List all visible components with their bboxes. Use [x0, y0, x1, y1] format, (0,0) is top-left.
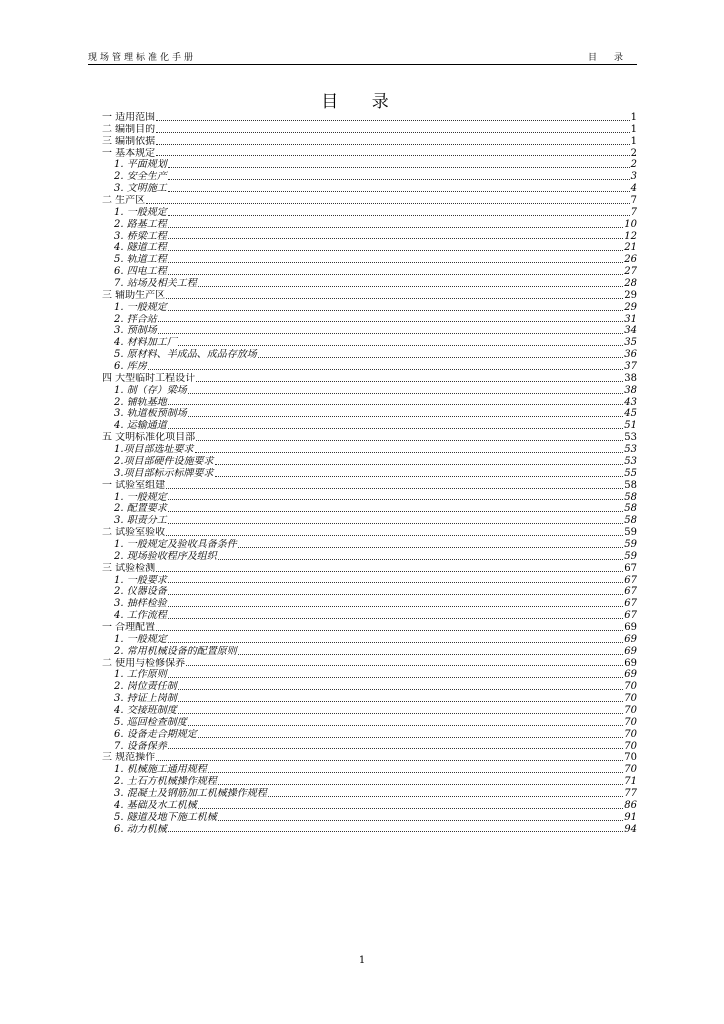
dot-leader	[156, 119, 629, 121]
toc-entry-label: 1. 一般规定及验收具备条件	[114, 538, 237, 550]
toc-entry-page-number: 69	[624, 645, 637, 657]
toc-entry-page-number: 31	[624, 313, 637, 325]
toc-entry-label: 3. 轨道板预制场	[114, 408, 187, 420]
dot-leader	[238, 546, 624, 548]
toc-entry-label: 一 适用范围	[102, 112, 156, 123]
toc-subentry[interactable]	[102, 729, 637, 741]
toc-entry-label: 1. 机械施工通用规程	[114, 764, 207, 776]
toc-entry-label: 2. 安全生产	[114, 171, 167, 183]
toc-entry[interactable]	[102, 480, 637, 492]
dot-leader	[168, 676, 624, 678]
toc-entry-label: 6. 库房	[114, 361, 147, 373]
toc-entry-label: 2. 岗位责任制	[114, 681, 177, 693]
toc-entry-page-number: 7	[630, 206, 637, 218]
toc-subentry[interactable]	[102, 266, 637, 278]
toc-subentry[interactable]	[102, 231, 637, 243]
dot-leader	[188, 724, 624, 726]
toc-subentry[interactable]	[102, 586, 637, 598]
toc-subentry[interactable]	[102, 669, 637, 681]
toc-entry-label: 2. 常用机械设备的配置原则	[114, 645, 237, 657]
toc-entry-page-number: 70	[624, 704, 637, 716]
toc-entry-label: 4. 交接班制度	[114, 704, 177, 716]
toc-entry-page-number: 53	[624, 455, 637, 467]
toc-entry-page-number: 67	[624, 562, 637, 574]
toc-entry-label: 1. 一般规定	[114, 301, 167, 313]
toc-entry-label: 5. 隧道及地下施工机械	[114, 811, 217, 823]
toc-entry-page-number: 7	[630, 195, 637, 207]
toc-entry-label: 1. 制（存）梁场	[114, 384, 187, 396]
toc-subentry[interactable]	[102, 254, 637, 266]
toc-entry-label: 2. 现场验收程序及组织	[114, 550, 217, 562]
toc-entry-page-number: 1	[630, 135, 637, 147]
toc-entry-label: 一 合理配置	[102, 621, 156, 633]
toc-subentry[interactable]	[102, 788, 637, 800]
toc-entry-page-number: 3	[630, 171, 637, 183]
toc-entry[interactable]	[102, 124, 637, 136]
toc-entry-page-number: 59	[624, 527, 637, 539]
toc-entry-page-number: 59	[624, 538, 637, 550]
toc-entry-page-number: 58	[624, 503, 637, 515]
toc-entry-page-number: 53	[624, 432, 637, 444]
toc-entry-label: 三 辅助生产区	[102, 289, 166, 301]
toc-entry-page-number: 1	[630, 123, 637, 135]
toc-entry-label: 6. 设备走合期规定	[114, 728, 197, 740]
toc-entry-label: 2. 路基工程	[114, 218, 167, 230]
toc-entry-label: 2. 仪器设备	[114, 586, 167, 598]
table-of-contents	[102, 112, 637, 835]
running-header	[88, 50, 640, 65]
toc-entry-label: 3. 持证上岗制	[114, 693, 177, 705]
dot-leader	[178, 700, 624, 702]
dot-leader	[168, 178, 630, 180]
dot-leader	[268, 795, 624, 797]
dot-leader	[218, 819, 624, 821]
dot-leader	[158, 332, 624, 334]
dot-leader	[146, 202, 629, 204]
toc-entry-page-number: 70	[624, 681, 637, 693]
toc-entry[interactable]	[102, 290, 637, 302]
toc-entry-label: 2. 配置要求	[114, 503, 167, 515]
page-number: 1	[358, 955, 366, 966]
dot-leader	[168, 605, 624, 607]
page-title: 目 录	[321, 92, 403, 112]
dot-leader	[156, 131, 629, 133]
toc-entry-page-number: 28	[624, 278, 637, 290]
toc-entry-page-number: 38	[624, 372, 637, 384]
toc-entry-page-number: 58	[624, 479, 637, 491]
toc-subentry[interactable]	[102, 539, 637, 551]
dot-leader	[215, 463, 624, 465]
toc-subentry[interactable]	[102, 776, 637, 788]
toc-entry-label: 二 试验室验收	[102, 527, 166, 539]
toc-entry-page-number: 59	[624, 550, 637, 562]
toc-entry-page-number: 67	[624, 598, 637, 610]
dot-leader	[168, 498, 624, 500]
dot-leader	[156, 629, 623, 631]
toc-entry-page-number: 34	[624, 325, 637, 337]
toc-entry-label: 5. 原材料、半成品、成品存放场	[114, 349, 257, 361]
dot-leader	[208, 771, 624, 773]
toc-subentry[interactable]	[102, 575, 637, 587]
dot-leader	[168, 427, 624, 429]
dot-leader	[158, 320, 624, 322]
toc-entry-page-number: 58	[624, 515, 637, 527]
dot-leader	[168, 617, 624, 619]
toc-entry-label: 1.项目部选址要求	[114, 444, 194, 456]
dot-leader	[188, 392, 624, 394]
toc-subentry[interactable]	[102, 598, 637, 610]
dot-leader	[148, 368, 624, 370]
toc-subentry[interactable]	[102, 408, 637, 420]
toc-entry-page-number: 43	[624, 396, 637, 408]
dot-leader	[196, 380, 623, 382]
toc-entry-label: 7. 站场及相关工程	[114, 278, 197, 290]
toc-entry[interactable]	[102, 658, 637, 670]
toc-entry-label: 3. 职责分工	[114, 515, 167, 527]
toc-entry-page-number: 70	[624, 740, 637, 752]
toc-subentry[interactable]	[102, 515, 637, 527]
dot-leader	[218, 558, 624, 560]
toc-entry-label: 2.项目部硬件设施要求	[114, 455, 214, 467]
toc-entry-label: 3. 预制场	[114, 325, 157, 337]
toc-entry-label: 5. 巡回检查制度	[114, 716, 187, 728]
toc-entry-label: 三 试验检测	[102, 562, 156, 574]
toc-subentry[interactable]	[102, 278, 637, 290]
toc-subentry[interactable]	[102, 159, 637, 171]
toc-entry-page-number: 29	[624, 301, 637, 313]
toc-subentry[interactable]	[102, 219, 637, 231]
toc-entry-page-number: 55	[624, 467, 637, 479]
toc-entry-page-number: 70	[624, 764, 637, 776]
toc-entry-label: 1. 一般规定	[114, 206, 167, 218]
dot-leader	[168, 830, 624, 832]
dot-leader	[166, 487, 623, 489]
toc-entry-label: 4. 运输通道	[114, 420, 167, 432]
toc-subentry[interactable]	[102, 337, 637, 349]
toc-subentry[interactable]	[102, 349, 637, 361]
header-manual-title: 现场管理标准化手册	[88, 53, 197, 63]
dot-leader	[215, 475, 624, 477]
toc-entry-label: 五 文明标准化项目部	[102, 432, 196, 444]
toc-subentry[interactable]	[102, 444, 637, 456]
toc-entry-label: 3. 桥梁工程	[114, 230, 167, 242]
dot-leader	[238, 653, 624, 655]
toc-subentry[interactable]	[102, 634, 637, 646]
toc-entry-page-number: 21	[624, 242, 637, 254]
toc-entry-page-number: 70	[624, 693, 637, 705]
toc-entry-page-number: 91	[624, 811, 637, 823]
toc-subentry[interactable]	[102, 171, 637, 183]
toc-subentry[interactable]	[102, 397, 637, 409]
dot-leader	[188, 415, 624, 417]
toc-subentry[interactable]	[102, 302, 637, 314]
toc-entry-label: 1. 一般要求	[114, 574, 167, 586]
dot-leader	[168, 510, 624, 512]
dot-leader	[168, 261, 624, 263]
toc-subentry[interactable]	[102, 551, 637, 563]
dot-leader	[168, 593, 624, 595]
toc-entry-page-number: 2	[630, 147, 637, 159]
dot-leader	[198, 736, 624, 738]
toc-entry-label: 二 使用与检修保养	[102, 657, 186, 669]
toc-entry-label: 一 试验室组建	[102, 479, 166, 491]
toc-subentry[interactable]	[102, 468, 637, 480]
toc-entry-page-number: 10	[624, 218, 637, 230]
toc-entry-page-number: 69	[624, 669, 637, 681]
toc-entry[interactable]	[102, 432, 637, 444]
toc-entry-label: 3. 混凝土及钢筋加工机械操作规程	[114, 787, 267, 799]
dot-leader	[168, 214, 630, 216]
toc-entry-label: 2. 铺轨基地	[114, 396, 167, 408]
toc-entry-label: 2. 拌合站	[114, 313, 157, 325]
toc-entry-page-number: 37	[624, 361, 637, 373]
toc-entry-page-number: 45	[624, 408, 637, 420]
toc-entry-label: 5. 轨道工程	[114, 254, 167, 266]
dot-leader	[168, 522, 624, 524]
toc-entry[interactable]	[102, 136, 637, 148]
toc-subentry[interactable]	[102, 646, 637, 658]
toc-entry-page-number: 4	[630, 183, 637, 195]
dot-leader	[258, 356, 624, 358]
toc-subentry[interactable]	[102, 385, 637, 397]
toc-entry-label: 4. 材料加工厂	[114, 337, 177, 349]
toc-entry-page-number: 1	[630, 112, 637, 123]
toc-entry-page-number: 77	[624, 787, 637, 799]
dot-leader	[168, 190, 630, 192]
dot-leader	[195, 451, 624, 453]
toc-subentry[interactable]	[102, 800, 637, 812]
dot-leader	[196, 439, 623, 441]
toc-entry-label: 2. 土石方机械操作规程	[114, 776, 217, 788]
toc-entry-label: 1. 一般规定	[114, 633, 167, 645]
toc-subentry[interactable]	[102, 314, 637, 326]
toc-entry-page-number: 70	[624, 752, 637, 764]
toc-entry-page-number: 38	[624, 384, 637, 396]
dot-leader	[178, 344, 624, 346]
dot-leader	[168, 166, 630, 168]
toc-subentry[interactable]	[102, 824, 637, 836]
dot-leader	[166, 534, 623, 536]
toc-subentry[interactable]	[102, 503, 637, 515]
toc-entry-label: 4. 隧道工程	[114, 242, 167, 254]
toc-entry-page-number: 53	[624, 444, 637, 456]
dot-leader	[178, 688, 624, 690]
toc-entry-page-number: 86	[624, 799, 637, 811]
toc-subentry[interactable]	[102, 693, 637, 705]
toc-entry-label: 3. 抽样检验	[114, 598, 167, 610]
dot-leader	[186, 664, 623, 666]
toc-entry-label: 四 大型临时工程设计	[102, 372, 196, 384]
dot-leader	[168, 237, 624, 239]
toc-subentry[interactable]	[102, 492, 637, 504]
toc-entry[interactable]	[102, 148, 637, 160]
header-section-title: 目录	[587, 53, 640, 63]
dot-leader	[198, 285, 624, 287]
toc-entry-label: 4. 基础及水工机械	[114, 799, 197, 811]
toc-entry-page-number: 29	[624, 289, 637, 301]
toc-subentry[interactable]	[102, 681, 637, 693]
dot-leader	[168, 273, 624, 275]
toc-entry-label: 1. 工作原则	[114, 669, 167, 681]
toc-entry-label: 6. 动力机械	[114, 823, 167, 835]
toc-entry-page-number: 2	[630, 159, 637, 171]
toc-entry-page-number: 67	[624, 574, 637, 586]
toc-entry-page-number: 67	[624, 610, 637, 622]
toc-entry[interactable]	[102, 563, 637, 575]
dot-leader	[168, 226, 624, 228]
dot-leader	[178, 712, 624, 714]
toc-subentry[interactable]	[102, 717, 637, 729]
toc-entry-page-number: 36	[624, 349, 637, 361]
toc-entry-label: 4. 工作流程	[114, 610, 167, 622]
toc-subentry[interactable]	[102, 741, 637, 753]
toc-entry-page-number: 27	[624, 266, 637, 278]
toc-entry-page-number: 71	[624, 776, 637, 788]
toc-entry-page-number: 58	[624, 491, 637, 503]
toc-subentry[interactable]	[102, 705, 637, 717]
toc-subentry[interactable]	[102, 361, 637, 373]
dot-leader	[166, 297, 623, 299]
toc-subentry[interactable]	[102, 420, 637, 432]
toc-entry-page-number: 69	[624, 621, 637, 633]
toc-subentry[interactable]	[102, 242, 637, 254]
dot-leader	[156, 143, 629, 145]
toc-entry-page-number: 51	[624, 420, 637, 432]
toc-entry[interactable]	[102, 195, 637, 207]
dot-leader	[168, 747, 624, 749]
dot-leader	[168, 581, 624, 583]
toc-entry-page-number: 69	[624, 657, 637, 669]
dot-leader	[168, 641, 624, 643]
toc-entry[interactable]	[102, 112, 637, 124]
toc-entry-label: 3. 文明施工	[114, 183, 167, 195]
toc-entry[interactable]	[102, 752, 637, 764]
toc-entry-label: 三 编制依据	[102, 135, 156, 147]
toc-subentry[interactable]	[102, 207, 637, 219]
toc-subentry[interactable]	[102, 764, 637, 776]
toc-subentry[interactable]	[102, 183, 637, 195]
dot-leader	[156, 759, 623, 761]
toc-entry-label: 二 生产区	[102, 195, 146, 207]
toc-entry-label: 3.项目部标示标牌要求	[114, 467, 214, 479]
dot-leader	[168, 309, 624, 311]
toc-entry-page-number: 69	[624, 633, 637, 645]
toc-entry-label: 三 规范操作	[102, 752, 156, 764]
dot-leader	[156, 154, 629, 156]
toc-entry-label: 1. 一般规定	[114, 491, 167, 503]
toc-entry-page-number: 70	[624, 728, 637, 740]
toc-entry[interactable]	[102, 527, 637, 539]
toc-entry[interactable]	[102, 373, 637, 385]
toc-entry-label: 6. 四电工程	[114, 266, 167, 278]
toc-entry-page-number: 67	[624, 586, 637, 598]
dot-leader	[198, 807, 624, 809]
toc-entry[interactable]	[102, 622, 637, 634]
toc-subentry[interactable]	[102, 325, 637, 337]
toc-entry-page-number: 26	[624, 254, 637, 266]
toc-entry-page-number: 70	[624, 716, 637, 728]
toc-entry-page-number: 12	[624, 230, 637, 242]
dot-leader	[156, 570, 623, 572]
toc-entry-label: 一 基本规定	[102, 147, 156, 159]
toc-subentry[interactable]	[102, 610, 637, 622]
toc-entry-label: 1. 平面规划	[114, 159, 167, 171]
toc-entry-label: 7. 设备保养	[114, 740, 167, 752]
toc-subentry[interactable]	[102, 812, 637, 824]
dot-leader	[218, 783, 624, 785]
dot-leader	[168, 403, 624, 405]
toc-entry-page-number: 35	[624, 337, 637, 349]
dot-leader	[168, 249, 624, 251]
toc-subentry[interactable]	[102, 456, 637, 468]
toc-entry-label: 二 编制目的	[102, 123, 156, 135]
toc-entry-page-number: 94	[624, 823, 637, 835]
